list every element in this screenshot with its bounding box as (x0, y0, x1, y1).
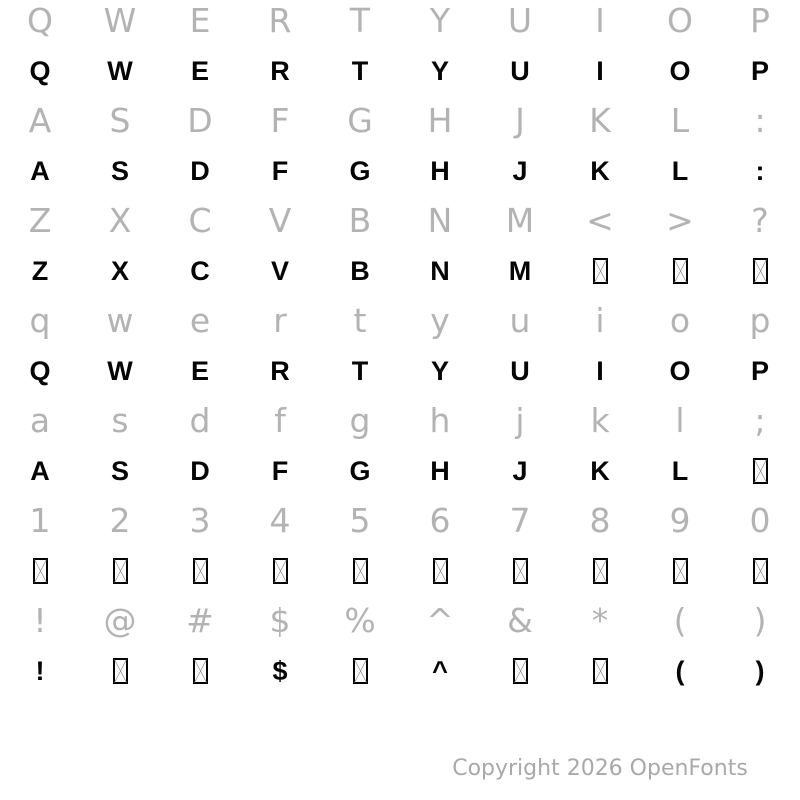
glyph-cell: E (189, 1, 211, 40)
glyph-cell: Q (29, 56, 51, 86)
glyph-cell: : (754, 101, 766, 140)
glyph-cell: X (108, 201, 132, 240)
glyph-cell: T (351, 356, 369, 386)
glyph-cell (560, 646, 640, 696)
glyph-cell: h (429, 401, 451, 440)
glyph-cell: u (509, 301, 531, 340)
glyph-cell: D (187, 101, 213, 140)
glyph-cell (640, 546, 720, 596)
glyph-cell: % (344, 601, 376, 640)
glyph-cell (0, 546, 80, 596)
glyph-cell: A (28, 101, 52, 140)
glyph-cell: K (590, 456, 610, 486)
glyph-cell: O (669, 56, 691, 86)
glyph-cell: f (274, 401, 286, 440)
glyph-cell: e (189, 301, 211, 340)
specimen-row-preview (0, 650, 800, 700)
glyph-cell: F (271, 156, 289, 186)
glyph-cell (320, 646, 400, 696)
glyph-cell: ^ (432, 656, 448, 686)
glyph-cell: Y (430, 356, 449, 386)
glyph-cell: T (351, 56, 369, 86)
missing-glyph-box (593, 258, 608, 284)
glyph-cell: H (430, 156, 450, 186)
glyph-cell: U (510, 56, 530, 86)
glyph-cell: Q (27, 1, 53, 40)
glyph-cell: F (270, 101, 290, 140)
glyph-cell: 8 (589, 501, 611, 540)
specimen-row-preview (0, 150, 800, 200)
glyph-cell: A (30, 456, 50, 486)
glyph-cell: X (110, 256, 129, 286)
glyph-cell: $ (269, 601, 291, 640)
glyph-cell: < (586, 201, 614, 240)
glyph-cell: Y (429, 1, 451, 40)
glyph-cell: P (750, 356, 769, 386)
glyph-cell: P (750, 1, 770, 40)
missing-glyph-box (753, 458, 768, 484)
glyph-cell: ; (754, 401, 766, 440)
specimen-row-preview (0, 450, 800, 500)
glyph-cell: t (353, 301, 367, 340)
glyph-cell: W (107, 356, 133, 386)
missing-glyph-box (193, 558, 208, 584)
missing-glyph-box (193, 658, 208, 684)
glyph-cell: W (103, 1, 137, 40)
glyph-cell: 7 (509, 501, 531, 540)
missing-glyph-box (113, 558, 128, 584)
glyph-cell: L (670, 101, 690, 140)
specimen-row-reference (0, 200, 800, 250)
glyph-cell: A (30, 156, 50, 186)
specimen-row-reference (0, 600, 800, 650)
glyph-cell: ? (751, 201, 769, 240)
specimen-row-reference (0, 400, 800, 450)
glyph-cell: g (349, 401, 371, 440)
specimen-row-reference (0, 100, 800, 150)
glyph-cell: M (508, 256, 532, 286)
glyph-cell: U (510, 356, 530, 386)
missing-glyph-box (33, 558, 48, 584)
glyph-cell: p (749, 301, 771, 340)
glyph-cell: P (750, 56, 769, 86)
glyph-cell: I (595, 1, 605, 40)
glyph-cell (720, 246, 800, 296)
glyph-cell: w (106, 301, 134, 340)
glyph-cell: G (347, 101, 373, 140)
glyph-cell (80, 546, 160, 596)
glyph-cell: & (507, 601, 533, 640)
glyph-cell: 3 (189, 501, 211, 540)
glyph-cell: y (430, 301, 450, 340)
glyph-cell: D (190, 456, 210, 486)
missing-glyph-box (753, 558, 768, 584)
glyph-cell: J (512, 456, 528, 486)
glyph-cell: O (667, 1, 693, 40)
glyph-cell: ) (753, 601, 767, 640)
glyph-cell: S (110, 456, 129, 486)
missing-glyph-box (673, 558, 688, 584)
glyph-cell (720, 446, 800, 496)
glyph-cell: ! (33, 601, 47, 640)
glyph-cell: M (505, 201, 535, 240)
missing-glyph-box (273, 558, 288, 584)
glyph-cell: 6 (429, 501, 451, 540)
missing-glyph-box (353, 558, 368, 584)
glyph-cell (480, 646, 560, 696)
glyph-cell: Q (29, 356, 51, 386)
glyph-cell: ! (35, 656, 45, 686)
missing-glyph-box (513, 558, 528, 584)
glyph-cell: J (515, 101, 525, 140)
glyph-cell: r (273, 301, 287, 340)
glyph-cell: R (268, 1, 292, 40)
missing-glyph-box (513, 658, 528, 684)
glyph-cell: D (190, 156, 210, 186)
glyph-cell (560, 246, 640, 296)
missing-glyph-box (353, 658, 368, 684)
missing-glyph-box (593, 658, 608, 684)
glyph-cell: ( (675, 656, 685, 686)
glyph-cell (240, 546, 320, 596)
glyph-cell: C (190, 256, 210, 286)
glyph-cell (160, 546, 240, 596)
glyph-cell: i (595, 301, 605, 340)
glyph-cell: j (515, 401, 525, 440)
copyright-text: Copyright 2026 OpenFonts (452, 756, 748, 781)
glyph-cell: 5 (349, 501, 371, 540)
glyph-cell: ) (755, 656, 765, 686)
glyph-cell: K (590, 156, 610, 186)
specimen-row-preview (0, 550, 800, 600)
missing-glyph-box (433, 558, 448, 584)
glyph-cell: O (669, 356, 691, 386)
glyph-cell (640, 246, 720, 296)
glyph-cell: S (110, 156, 129, 186)
glyph-cell: R (270, 356, 290, 386)
glyph-cell: * (591, 601, 609, 640)
glyph-cell: d (189, 401, 211, 440)
glyph-cell: : (755, 156, 765, 186)
glyph-cell: k (590, 401, 610, 440)
glyph-cell: I (596, 356, 604, 386)
glyph-cell: @ (103, 601, 137, 640)
glyph-cell: B (348, 201, 372, 240)
glyph-cell: T (349, 1, 371, 40)
glyph-cell: G (349, 156, 371, 186)
glyph-cell: H (427, 101, 453, 140)
glyph-cell: ^ (426, 601, 454, 640)
glyph-cell: C (188, 201, 212, 240)
missing-glyph-box (113, 658, 128, 684)
glyph-cell: o (669, 301, 691, 340)
glyph-cell: V (268, 201, 292, 240)
glyph-cell (560, 546, 640, 596)
glyph-cell: J (512, 156, 528, 186)
specimen-row-preview (0, 50, 800, 100)
glyph-cell (320, 546, 400, 596)
glyph-cell (400, 546, 480, 596)
glyph-cell: Z (28, 201, 52, 240)
specimen-row-preview (0, 350, 800, 400)
glyph-cell (720, 546, 800, 596)
missing-glyph-box (673, 258, 688, 284)
glyph-cell: N (430, 256, 450, 286)
glyph-cell: L (671, 156, 689, 186)
glyph-cell: Z (31, 256, 49, 286)
glyph-cell: S (109, 101, 131, 140)
glyph-cell (160, 646, 240, 696)
glyph-cell: F (271, 456, 289, 486)
glyph-cell: > (666, 201, 694, 240)
glyph-cell: R (270, 56, 290, 86)
glyph-cell: ( (673, 601, 687, 640)
glyph-cell: s (111, 401, 129, 440)
specimen-row-reference (0, 0, 800, 50)
glyph-cell: B (350, 256, 370, 286)
missing-glyph-box (753, 258, 768, 284)
glyph-cell: 4 (269, 501, 291, 540)
glyph-cell: q (29, 301, 51, 340)
missing-glyph-box (593, 558, 608, 584)
glyph-cell: L (671, 456, 689, 486)
glyph-cell (80, 646, 160, 696)
glyph-cell: U (507, 1, 533, 40)
specimen-row-reference (0, 500, 800, 550)
glyph-cell: Y (430, 56, 449, 86)
glyph-cell: $ (272, 656, 288, 686)
glyph-cell: l (675, 401, 685, 440)
glyph-cell: 1 (29, 501, 51, 540)
specimen-row-reference (0, 300, 800, 350)
glyph-cell: 0 (749, 501, 771, 540)
glyph-cell: E (190, 356, 209, 386)
glyph-cell: H (430, 456, 450, 486)
specimen-row-preview (0, 250, 800, 300)
glyph-cell: a (29, 401, 51, 440)
glyph-cell: N (427, 201, 453, 240)
glyph-cell: I (596, 56, 604, 86)
glyph-cell: 9 (669, 501, 691, 540)
glyph-cell: G (349, 456, 371, 486)
glyph-cell: W (107, 56, 133, 86)
glyph-cell: V (270, 256, 289, 286)
glyph-cell: 2 (109, 501, 131, 540)
glyph-cell: K (589, 101, 611, 140)
glyph-cell (480, 546, 560, 596)
glyph-cell: # (186, 601, 214, 640)
glyph-cell: E (190, 56, 209, 86)
